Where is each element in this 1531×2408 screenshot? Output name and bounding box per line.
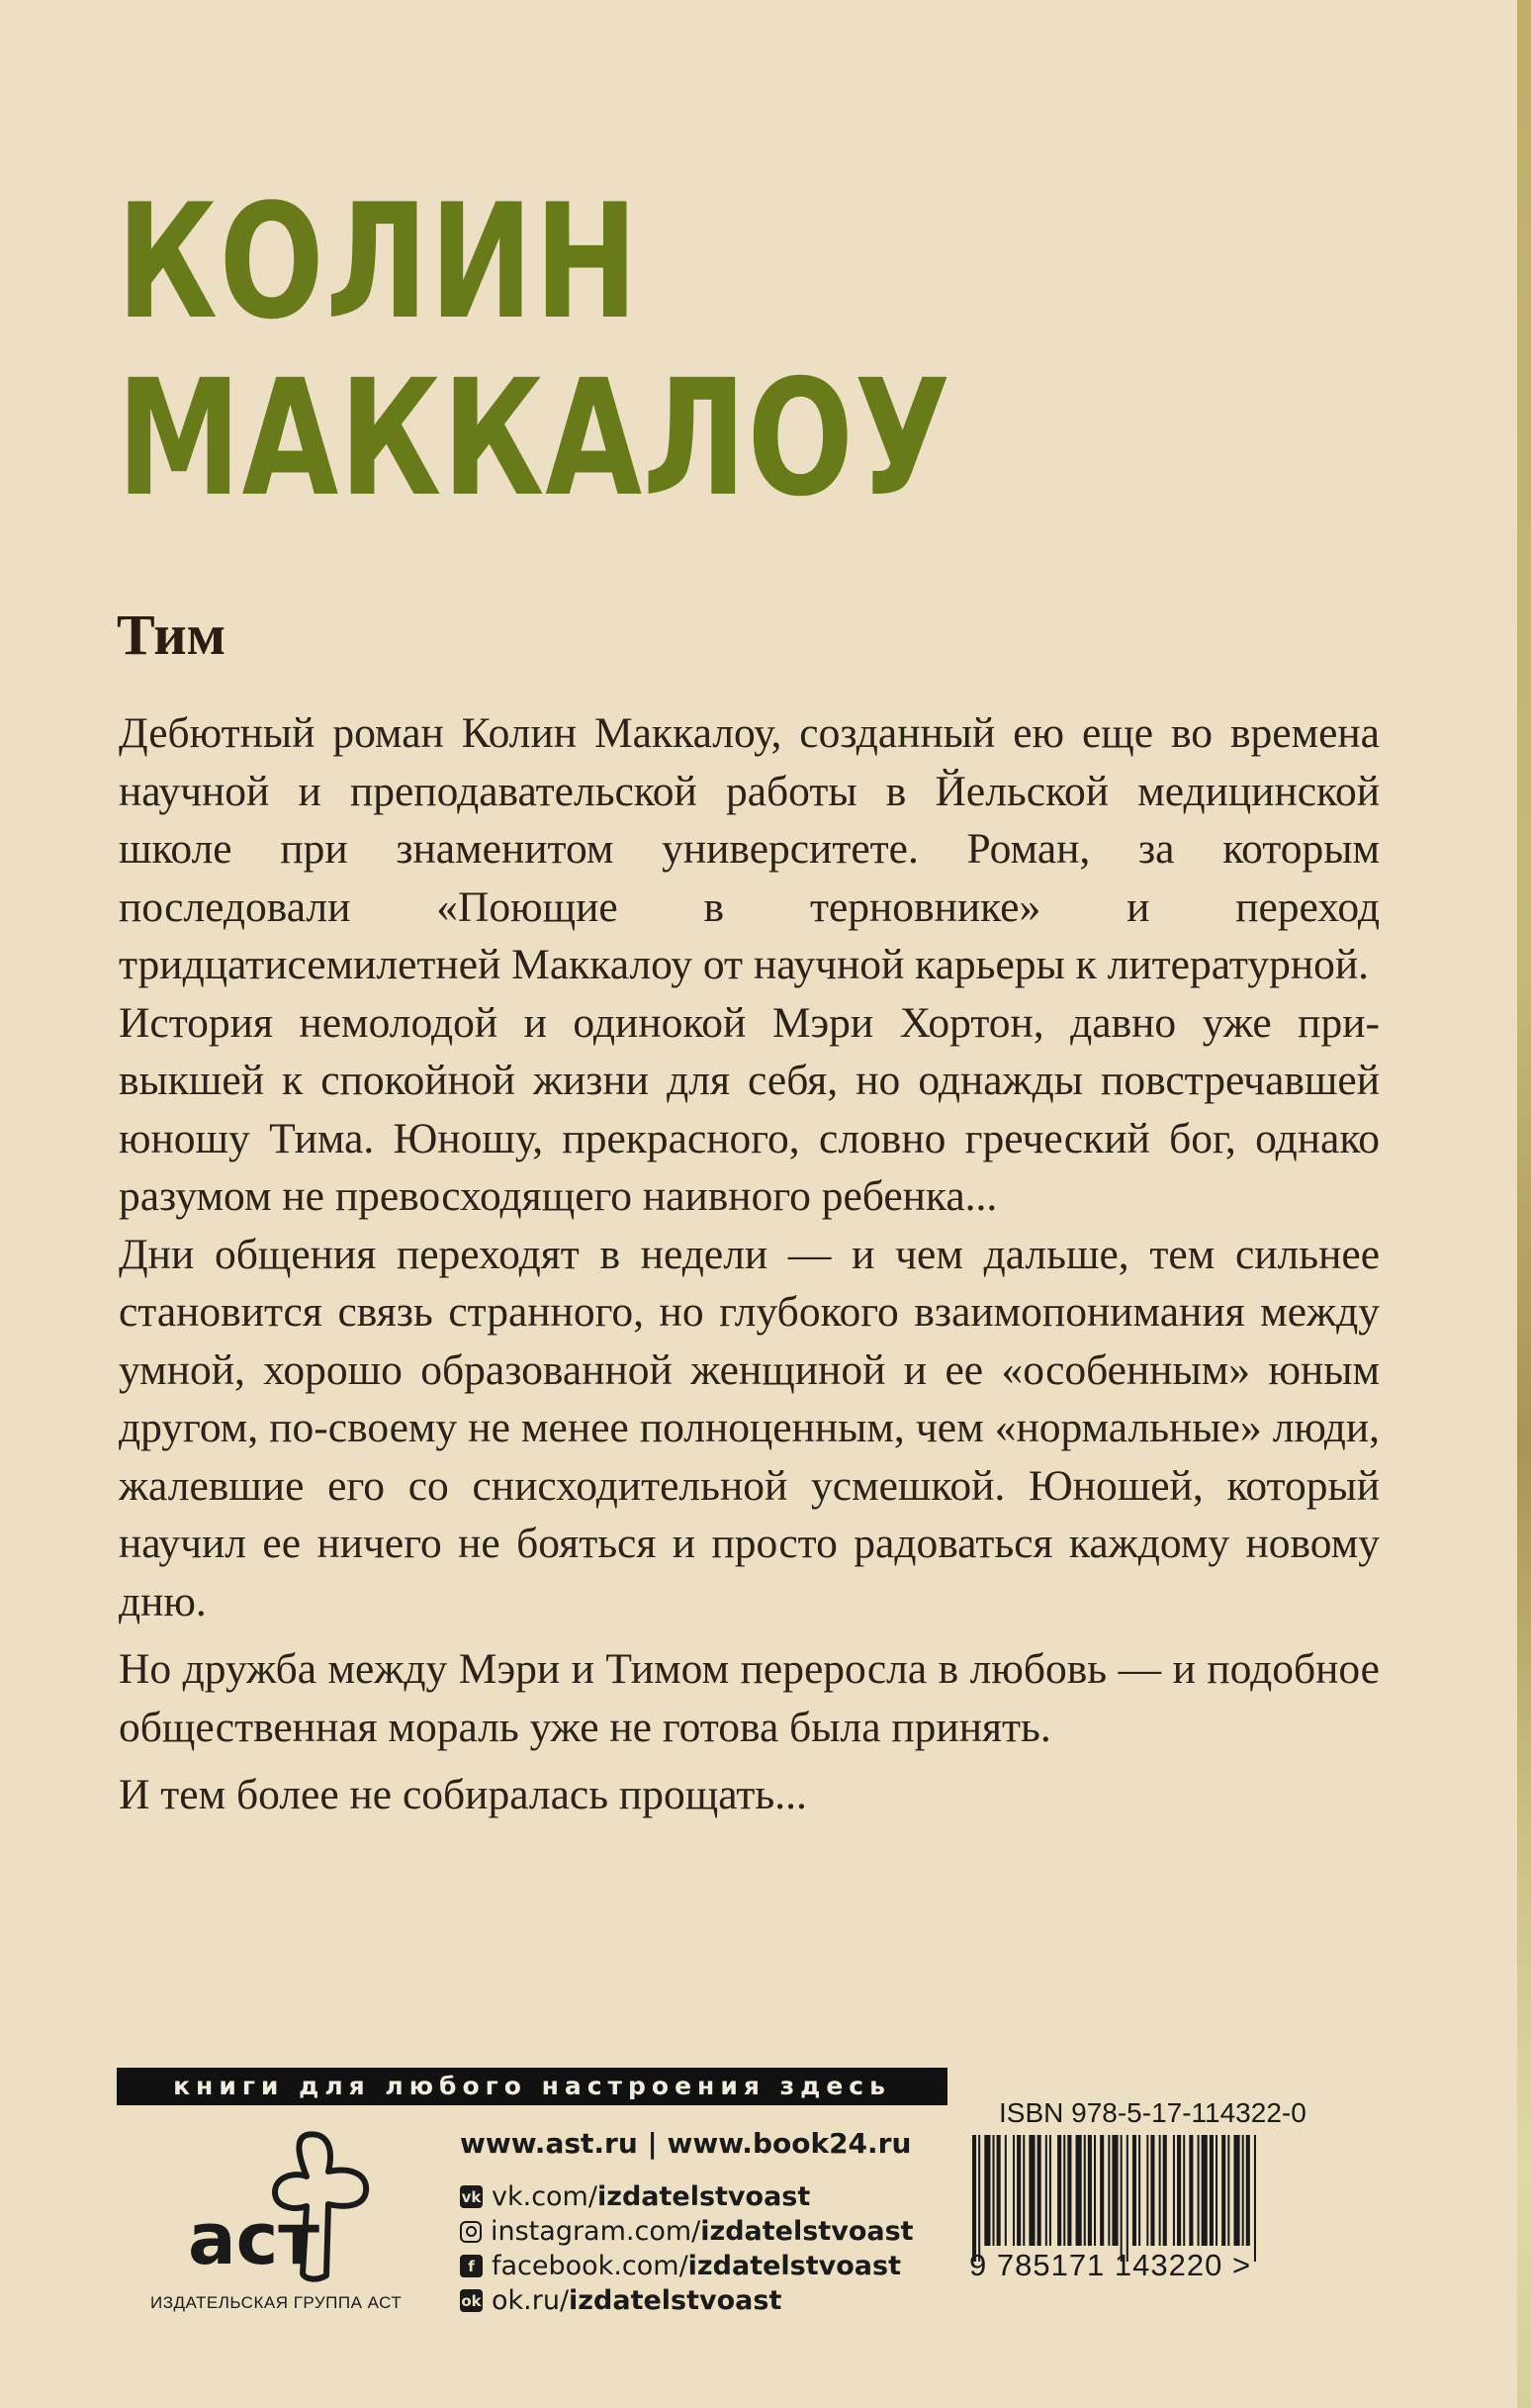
facebook-icon: f (460, 2255, 483, 2277)
barcode-bar (1189, 2135, 1193, 2246)
barcode-bar (997, 2135, 1001, 2246)
barcode-bar (1146, 2135, 1148, 2246)
barcode-bar (984, 2135, 990, 2246)
barcode-bar (1023, 2135, 1025, 2246)
barcode-bar (1057, 2135, 1061, 2246)
annotation-paragraph: История немолодой и одинокой Мэри Хортон, давно уже привыкшей к спокойной жизни для себя, но однажды повстречавшей юношу Тима. Юношу, прекрасного, словно греческий бог, однако разумом не превосходящего наивного ребенка... (119, 998, 1380, 1220)
barcode-bar (972, 2135, 976, 2262)
logo-text: аст (188, 2197, 319, 2280)
barcode-bar (1063, 2135, 1065, 2246)
social-link-ok[interactable] (460, 2283, 914, 2318)
barcode-bar (1159, 2135, 1161, 2246)
author-last-name: МАККАЛОУ (117, 346, 951, 532)
social-link-facebook[interactable] (460, 2249, 914, 2283)
social-prefix: facebook.com/ (492, 2251, 688, 2281)
barcode-bar (1037, 2135, 1041, 2246)
cover-edge-decoration (1517, 0, 1531, 2408)
ast-logo-icon (158, 2127, 405, 2295)
barcode-bar (1088, 2135, 1092, 2246)
barcode-bar (1132, 2135, 1136, 2246)
barcode-bar (1076, 2135, 1082, 2246)
barcode-bar (978, 2135, 980, 2262)
barcode-bar (1084, 2135, 1086, 2246)
author-name (117, 169, 1187, 532)
ok-icon: ok (460, 2289, 483, 2312)
instagram-icon (460, 2221, 482, 2243)
barcode-bar (1049, 2135, 1051, 2246)
barcode-bar (1227, 2135, 1229, 2246)
social-link-vk[interactable] (460, 2179, 914, 2214)
barcode-bar (1246, 2135, 1250, 2246)
barcode-digits: 9 785171 143220 > (969, 2248, 1252, 2282)
book-annotation (119, 704, 1380, 1834)
vk-icon: vk (460, 2185, 483, 2208)
barcode-bar (1202, 2135, 1208, 2246)
book-title: Тим (117, 602, 226, 667)
barcode-bar (1254, 2135, 1256, 2262)
barcode-bar (1029, 2135, 1035, 2246)
author-first-name: КОЛИН (117, 169, 640, 354)
barcode-bar (1177, 2135, 1181, 2246)
social-prefix: ok.ru/ (492, 2285, 570, 2316)
barcode-bar (1067, 2135, 1071, 2246)
barcode-icon (964, 2135, 1350, 2264)
publisher-websites[interactable]: www.ast.ru | www.book24.ru (460, 2127, 912, 2160)
barcode-bar (1112, 2135, 1118, 2246)
social-handle: izdatelstvoast (569, 2285, 782, 2316)
barcode-bar (1242, 2135, 1244, 2246)
social-link-instagram[interactable] (460, 2214, 914, 2249)
barcode-bar (1100, 2135, 1104, 2246)
social-handle: izdatelstvoast (687, 2251, 901, 2281)
barcode-bar (1005, 2135, 1007, 2246)
barcode-bar (1221, 2135, 1225, 2246)
barcode-bar (1173, 2135, 1175, 2246)
barcode-bar (1150, 2135, 1154, 2246)
barcode-bar (1108, 2135, 1110, 2246)
annotation-paragraph: И тем более не собиралась прощать... (119, 1771, 807, 1818)
annotation-paragraph: Дни общения переходят в недели — и чем дальше, тем сильнее становится связь странного, но глубокого взаимопонимания между умной, хорошо образованной женщиной и ее «особенным» юным другом, по-своему не менее полноценным, чем «нормальные» люди, жалевшие его со снисходительной усмешкой. Юношей, который научил ее ничего не бояться и просто радоваться каждому новому дню. (119, 1230, 1380, 1625)
barcode-bar (1121, 2135, 1123, 2262)
barcode-bar (1013, 2135, 1015, 2246)
social-links (460, 2179, 914, 2318)
annotation-paragraph: Дебютный роман Колин Маккалоу, созданный ею еще во времена научной и преподавательской работы в Йельской медицинской школе при знаменитом университете. Роман, за которым последовали «Поющие в терновнике» и переход тридцатисемилетней Маккалоу от научной карьеры к литературной. (119, 709, 1380, 988)
barcode-bar (1216, 2135, 1217, 2246)
barcode-bar (1163, 2135, 1167, 2246)
publisher-name: ИЗДАТЕЛЬСКАЯ ГРУППА АСТ (150, 2293, 403, 2312)
barcode-bar (1233, 2135, 1239, 2246)
barcode-bar (1138, 2135, 1140, 2246)
barcode-bar (1198, 2135, 1200, 2246)
barcode-bar (1126, 2135, 1128, 2262)
social-prefix: instagram.com/ (491, 2216, 701, 2247)
isbn-number: ISBN 978-5-17-114322-0 (999, 2097, 1306, 2128)
slogan-banner: книги для любого настроения здесь (117, 2068, 947, 2105)
barcode-bar (1210, 2135, 1214, 2246)
barcode-bar (1045, 2135, 1047, 2246)
social-handle: izdatelstvoast (596, 2181, 811, 2212)
barcode-bar (993, 2135, 995, 2246)
social-prefix: vk.com/ (492, 2181, 597, 2212)
social-handle: izdatelstvoast (700, 2216, 914, 2247)
annotation-paragraph: Но дружба между Мэри и Тимом переросла в любовь — и подобное общественная мораль уже не готова была принять. (119, 1645, 1380, 1751)
barcode-bar (1017, 2135, 1021, 2246)
barcode-bar (1183, 2135, 1185, 2246)
barcode-bar (1094, 2135, 1096, 2246)
